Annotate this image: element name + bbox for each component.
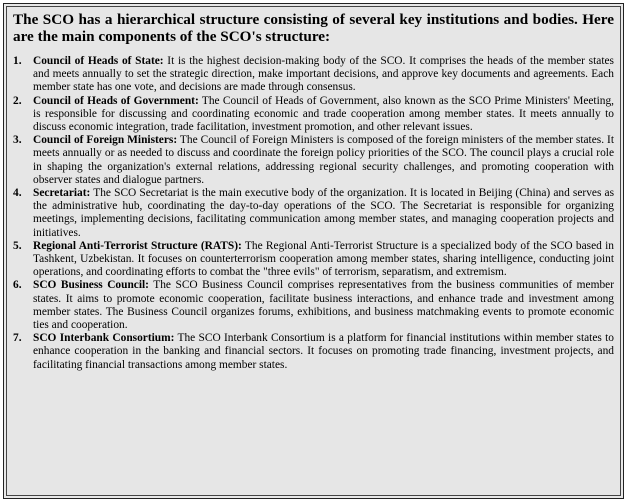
list-item-rats	[13, 240, 614, 280]
document-frame	[3, 3, 624, 499]
list-item-secretariat	[13, 187, 614, 240]
structure-list	[13, 55, 614, 372]
item-number: 2.	[13, 94, 22, 107]
item-term: Regional Anti-Terrorist Structure (RATS):	[33, 239, 242, 252]
item-text: The SCO Secretariat is the main executive body of the organization. It is located in Beijing (China) and serves as the administrative hub, coordinating the day-to-day operations of the SCO. The Secretariat is responsible for organizing meetings, implementing decisions, facilitating communication among member states, and managing cooperation projects and initiatives.	[33, 187, 614, 239]
item-term: Council of Foreign Ministers:	[33, 134, 178, 147]
intro-paragraph: The SCO has a hierarchical structure consisting of several key institutions and bodies. Here are the main components of the SCO's structure:	[13, 11, 614, 45]
item-term: SCO Business Council:	[33, 279, 149, 292]
item-number: 7.	[13, 332, 22, 345]
item-text: The Council of Foreign Ministers is composed of the foreign ministers of the member states. It meets annually or as needed to discuss and coordinate the foreign policy priorities of the SCO. The council plays a crucial role in shaping the organization's external relations, addressing regional security challenges, and promoting cooperation with observer states and dialogue partners.	[33, 134, 614, 186]
item-number: 5.	[13, 239, 22, 252]
list-item-heads-of-state	[13, 55, 614, 95]
item-text: The SCO Interbank Consortium is a platform for financial institutions within member states to enhance cooperation in the banking and financial sectors. It focuses on promoting trade financing, investment projects, and facilitating financial transactions among member states.	[33, 332, 614, 371]
list-item-business-council	[13, 279, 614, 332]
list-item-heads-of-government	[13, 95, 614, 135]
item-text: The Council of Heads of Government, also known as the SCO Prime Ministers' Meeting, is responsible for discussing and coordinating economic and trade cooperation among member states. It meets annually to discuss economic integration, trade facilitation, investment promotion, and other relevant issues.	[33, 94, 614, 134]
item-number: 3.	[13, 134, 22, 147]
item-text: The Regional Anti-Terrorist Structure is a specialized body of the SCO based in Tashkent, Uzbekistan. It focuses on counterterrorism cooperation among member states, sharing intelligence, conducting joint operations, and coordinating efforts to combat the "three evils" of terrorism, separatism, and extremism.	[33, 239, 614, 279]
list-item-foreign-ministers	[13, 134, 614, 187]
item-number: 6.	[13, 279, 22, 292]
item-term: SCO Interbank Consortium:	[33, 332, 175, 345]
item-term: Secretariat:	[33, 187, 91, 200]
item-text: The SCO Business Council comprises representatives from the business communities of member states. It aims to promote economic cooperation, facilitate business interactions, and enhance trade and investment among member states. The Business Council organizes forums, exhibitions, and business matchmaking events to promote economic ties and cooperation.	[33, 279, 614, 332]
item-number: 1.	[13, 55, 22, 67]
list-item-interbank-consortium	[13, 332, 614, 372]
item-term: Council of Heads of State:	[33, 55, 164, 67]
document-box	[6, 6, 621, 496]
item-term: Council of Heads of Government:	[33, 94, 199, 107]
item-text: It is the highest decision-making body of the SCO. It comprises the heads of the member states and meets annually to set the strategic direction, make important decisions, and approve key documents and agreements. Each member state has one vote, and decisions are made through consensus.	[33, 55, 614, 94]
item-number: 4.	[13, 187, 22, 200]
